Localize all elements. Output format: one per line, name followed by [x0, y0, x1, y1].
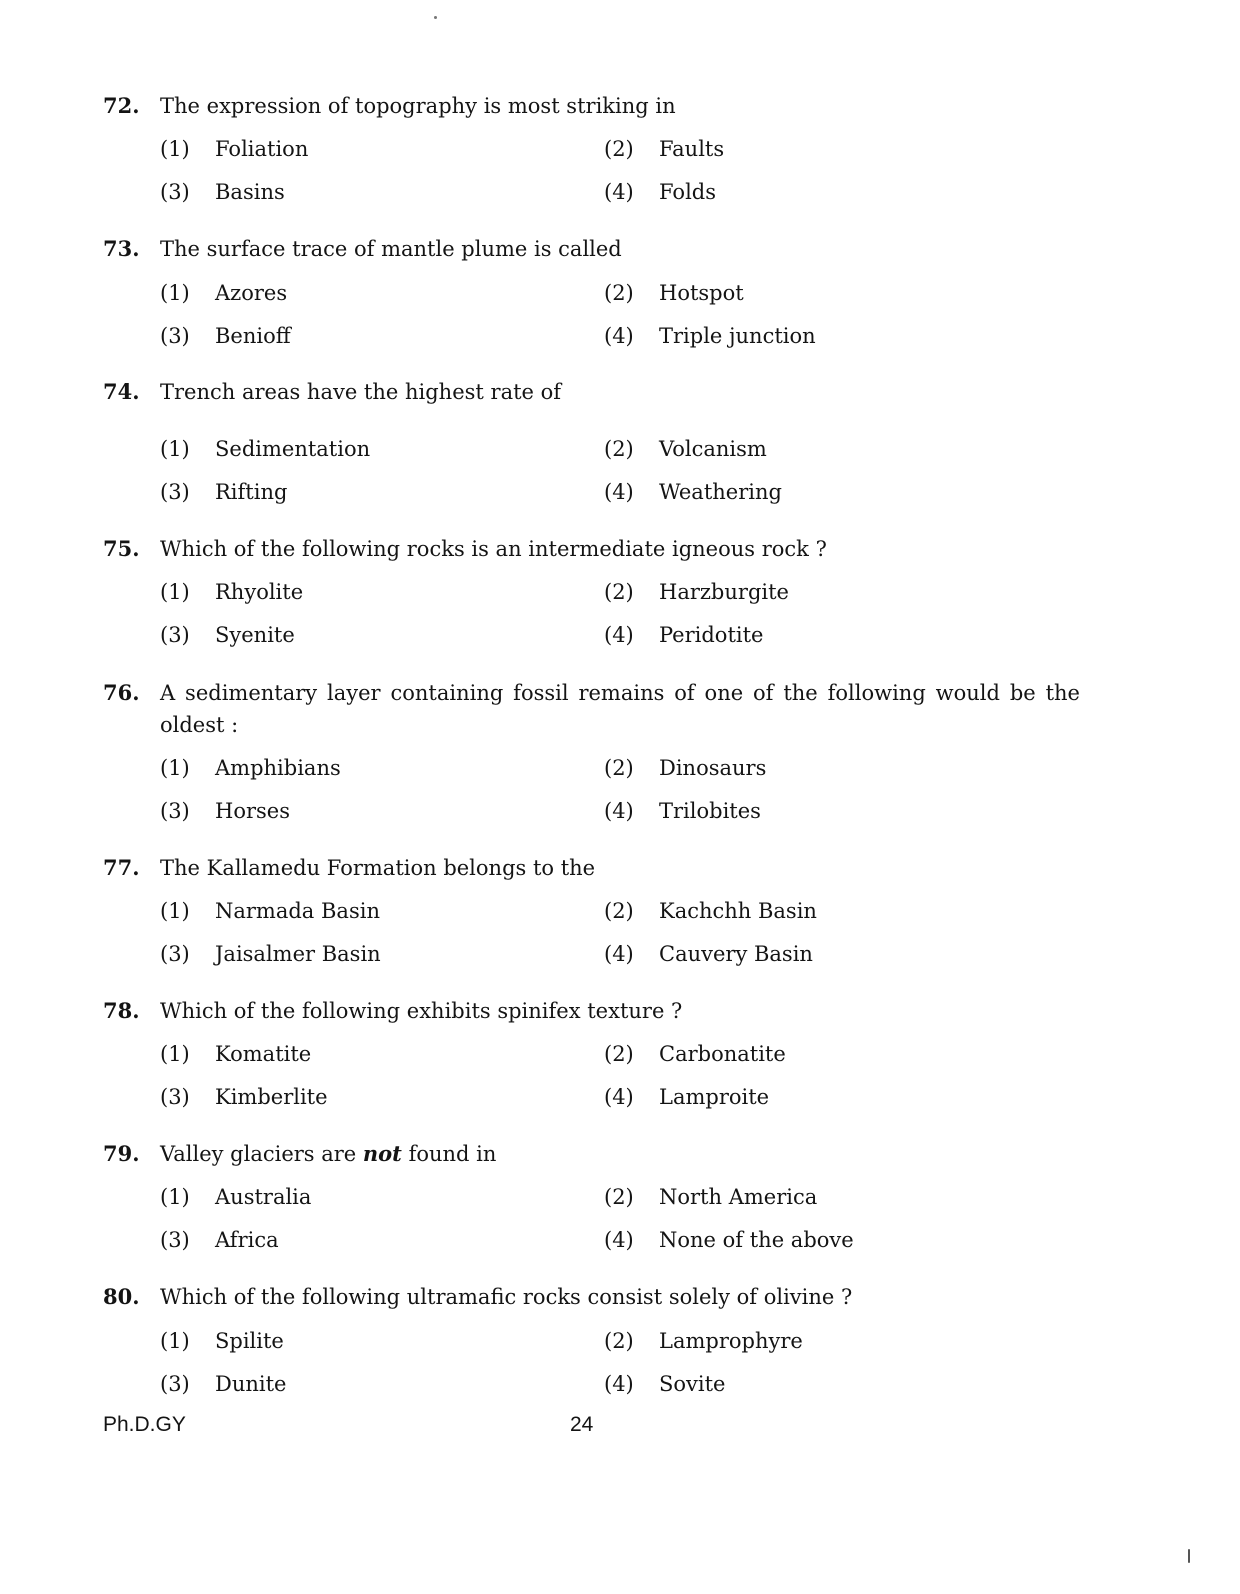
option-label: (3) [160, 623, 190, 647]
option-label: (2) [604, 1185, 634, 1209]
emphasis-not: not [362, 1141, 402, 1166]
option-text: Dunite [215, 1372, 287, 1396]
option-text: Amphibians [215, 756, 341, 780]
option-label: (1) [160, 580, 190, 604]
option-label: (3) [160, 1372, 190, 1396]
option-label: (4) [604, 623, 634, 647]
option-label: (1) [160, 1042, 190, 1066]
question-text: A sedimentary layer containing fossil remains of one of the following would be the oldest : [160, 681, 1080, 737]
option-text: Basins [215, 180, 285, 204]
option-label: (2) [604, 1042, 634, 1066]
option-text: Triple junction [659, 324, 816, 348]
option-label: (2) [604, 1329, 634, 1353]
option-label: (4) [604, 1372, 634, 1396]
option-text: Faults [659, 137, 725, 161]
option-label: (4) [604, 180, 634, 204]
option-label: (3) [160, 1085, 190, 1109]
option-label: (3) [160, 799, 190, 823]
option-label: (4) [604, 1085, 634, 1109]
scan-speck [1188, 1549, 1190, 1563]
question-text: Which of the following exhibits spinifex texture ? [160, 999, 683, 1023]
option-text: Horses [215, 799, 290, 823]
option-text: Peridotite [659, 623, 764, 647]
question-number: 79. [103, 1141, 140, 1166]
option-text: Kachchh Basin [659, 899, 817, 923]
question-text-end: found in [401, 1142, 497, 1166]
option-text: Jaisalmer Basin [215, 942, 381, 966]
question-number: 73. [103, 236, 140, 261]
question-text: The expression of topography is most striking in [160, 94, 676, 118]
option-text: Folds [659, 180, 717, 204]
option-text: Australia [215, 1185, 312, 1209]
option-text: Komatite [215, 1042, 312, 1066]
option-label: (1) [160, 437, 190, 461]
option-label: (4) [604, 324, 634, 348]
option-text: Rifting [215, 480, 288, 504]
option-label: (2) [604, 137, 634, 161]
option-label: (1) [160, 899, 190, 923]
option-label: (2) [604, 756, 634, 780]
option-label: (4) [604, 942, 634, 966]
option-text: Spilite [215, 1329, 284, 1353]
option-label: (2) [604, 899, 634, 923]
option-label: (1) [160, 281, 190, 305]
option-text: Azores [215, 281, 288, 305]
option-label: (1) [160, 1329, 190, 1353]
question-number: 75. [103, 536, 140, 561]
option-label: (4) [604, 1228, 634, 1252]
option-label: (4) [604, 480, 634, 504]
option-text: Rhyolite [215, 580, 304, 604]
option-text: Sovite [659, 1372, 726, 1396]
page-number: 24 [570, 1413, 594, 1436]
scan-speck [434, 16, 437, 19]
option-label: (1) [160, 756, 190, 780]
option-label: (3) [160, 324, 190, 348]
option-text: None of the above [659, 1228, 854, 1252]
option-text: Benioff [215, 324, 291, 348]
option-label: (2) [604, 437, 634, 461]
option-text: Cauvery Basin [659, 942, 813, 966]
option-label: (3) [160, 942, 190, 966]
option-text: Harzburgite [659, 580, 789, 604]
question-number: 77. [103, 855, 140, 880]
option-label: (3) [160, 480, 190, 504]
question-number: 80. [103, 1284, 140, 1309]
question-number: 76. [103, 680, 140, 705]
paper-code: Ph.D.GY [103, 1413, 186, 1436]
option-label: (3) [160, 180, 190, 204]
option-text: Narmada Basin [215, 899, 380, 923]
question-text-start: Valley glaciers are [160, 1142, 363, 1166]
question-number: 78. [103, 998, 140, 1023]
question-text: Trench areas have the highest rate of [160, 380, 562, 404]
option-text: Carbonatite [659, 1042, 786, 1066]
option-text: Trilobites [659, 799, 761, 823]
option-label: (3) [160, 1228, 190, 1252]
option-text: North America [659, 1185, 818, 1209]
option-text: Lamproite [659, 1085, 770, 1109]
option-label: (2) [604, 580, 634, 604]
question-text: The surface trace of mantle plume is called [160, 237, 622, 261]
option-text: Sedimentation [215, 437, 371, 461]
option-text: Volcanism [659, 437, 767, 461]
option-text: Syenite [215, 623, 295, 647]
question-text: The Kallamedu Formation belongs to the [160, 856, 596, 880]
question-number: 74. [103, 379, 140, 404]
option-text: Africa [215, 1228, 279, 1252]
question-number: 72. [103, 93, 140, 118]
option-label: (1) [160, 137, 190, 161]
option-text: Hotspot [659, 281, 744, 305]
option-label: (4) [604, 799, 634, 823]
option-text: Foliation [215, 137, 309, 161]
option-label: (2) [604, 281, 634, 305]
option-text: Weathering [659, 480, 782, 504]
option-text: Dinosaurs [659, 756, 767, 780]
question-text: Which of the following ultramafic rocks consist solely of olivine ? [160, 1285, 853, 1309]
question-text: Which of the following rocks is an intermediate igneous rock ? [160, 537, 827, 561]
option-label: (1) [160, 1185, 190, 1209]
option-text: Kimberlite [215, 1085, 328, 1109]
question-text [160, 1138, 1080, 1170]
option-text: Lamprophyre [659, 1329, 803, 1353]
